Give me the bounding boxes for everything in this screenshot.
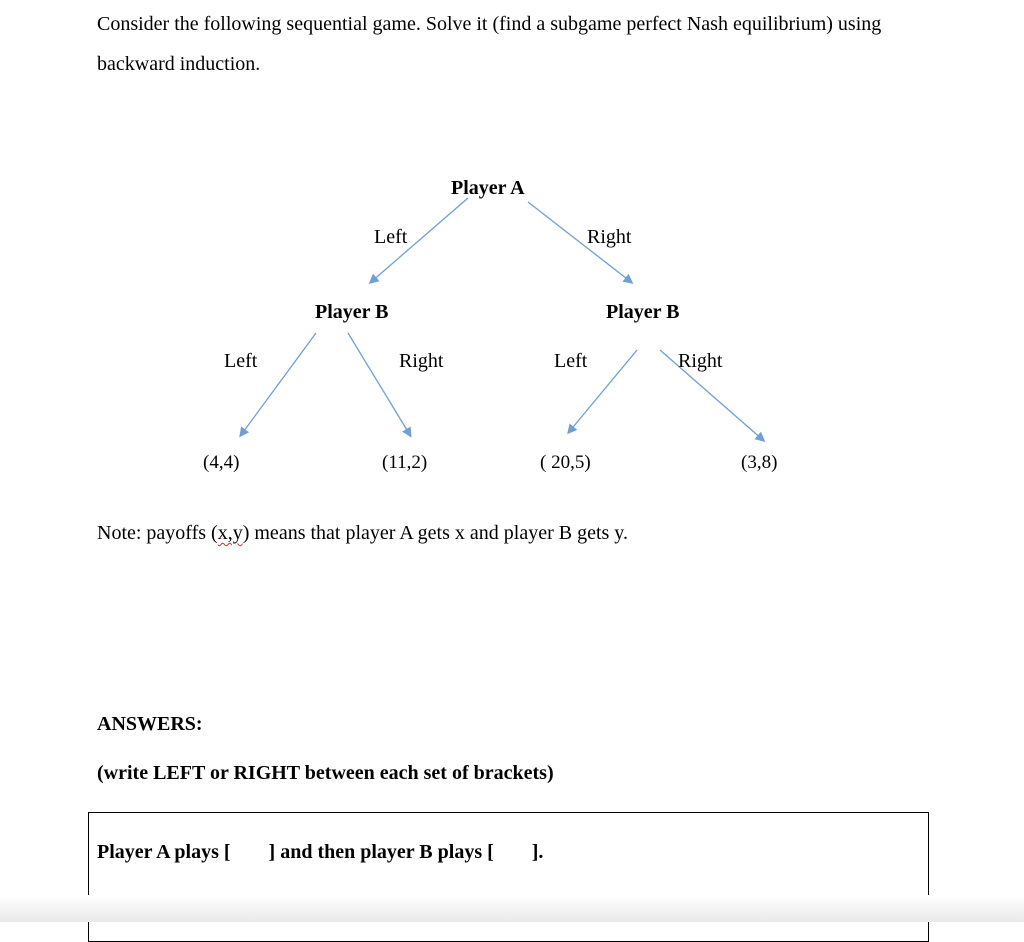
- answer-part-3: ].: [531, 841, 544, 863]
- answers-heading: ANSWERS:: [97, 713, 203, 735]
- question-text: Consider the following sequential game. Solve it (find a subgame perfect Nash equilibrium) using backward induction.: [97, 13, 882, 75]
- branch-a-left-label: Left: [374, 226, 408, 248]
- payoff-left-right: (11,2): [382, 452, 428, 473]
- branch-b2-left-label: Left: [554, 350, 588, 372]
- page-bottom-shadow: [0, 895, 1024, 922]
- answers-instructions: (write LEFT or RIGHT between each set of brackets): [97, 762, 554, 784]
- branch-b1-left-label: Left: [224, 350, 258, 372]
- edge-b1-right: [348, 333, 410, 435]
- branch-b1-right-label: Right: [399, 350, 444, 372]
- branch-a-right-label: Right: [587, 226, 632, 248]
- answer-line: [97, 841, 543, 864]
- branch-b2-right-label: Right: [678, 350, 723, 372]
- answer-part-2: ] and then player B plays [: [268, 841, 494, 863]
- payoff-left-left: (4,4): [203, 452, 240, 473]
- note-xy-spellcheck: x,y: [217, 522, 243, 544]
- payoff-right-right: (3,8): [741, 452, 778, 473]
- payoff-note: [97, 522, 628, 545]
- note-suffix: ) means that player A gets x and player B gets y.: [242, 522, 628, 544]
- node-player-a: Player A: [451, 177, 525, 199]
- node-player-b-left: Player B: [315, 301, 389, 323]
- edge-b1-left: [241, 333, 316, 435]
- answer-box[interactable]: [88, 812, 929, 942]
- answer-part-1: Player A plays [: [97, 841, 231, 863]
- node-player-b-right: Player B: [606, 301, 680, 323]
- payoff-right-left: ( 20,5): [540, 452, 591, 473]
- note-prefix: Note: payoffs (: [97, 522, 218, 544]
